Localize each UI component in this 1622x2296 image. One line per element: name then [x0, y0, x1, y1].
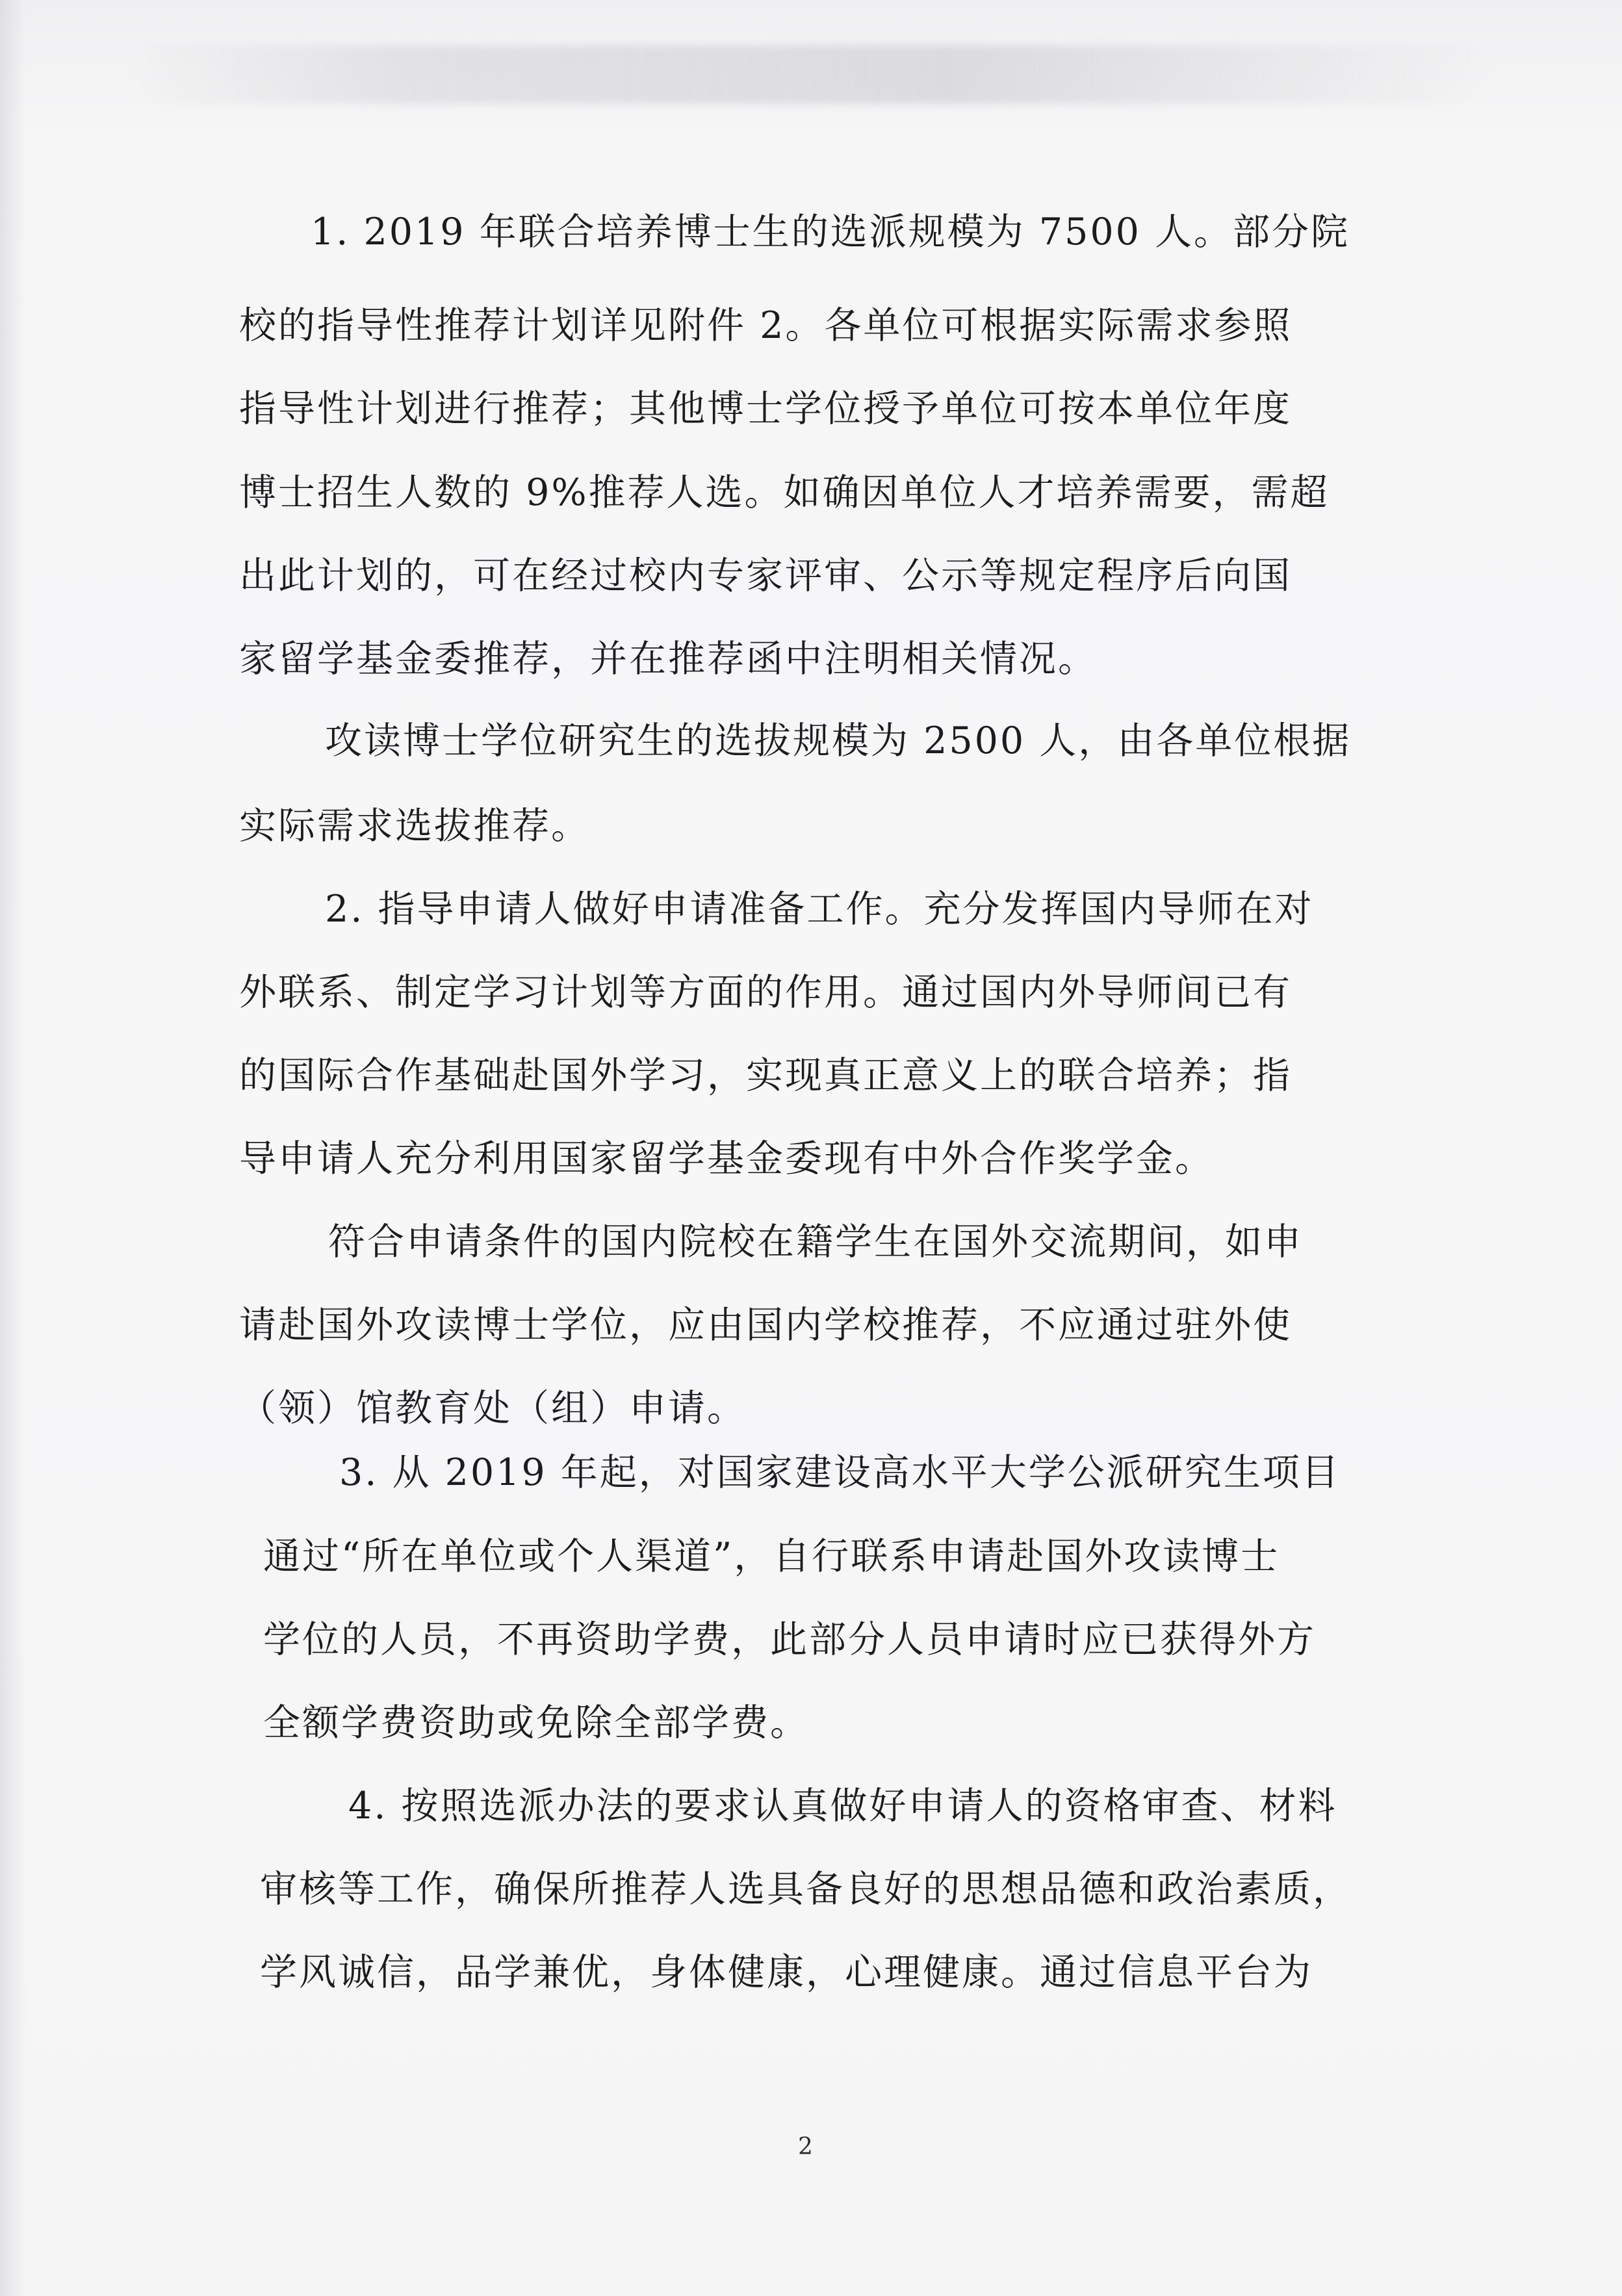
text-line: 符合申请条件的国内院校在籍学生在国外交流期间，如申 [328, 1220, 1303, 1263]
text-line: 请赴国外攻读博士学位，应由国内学校推荐，不应通过驻外使 [239, 1304, 1292, 1347]
text-line: 3. 从 2019 年起，对国家建设高水平大学公派研究生项目 [339, 1451, 1341, 1494]
text-line: 实际需求选拔推荐。 [239, 805, 590, 847]
text-line: 攻读博士学位研究生的选拔规模为 2500 人，由各单位根据 [325, 719, 1352, 762]
text-line: 2. 指导申请人做好申请准备工作。充分发挥国内导师在对 [325, 888, 1314, 931]
text-line: 外联系、制定学习计划等方面的作用。通过国内外导师间已有 [239, 971, 1292, 1014]
text-line: 审核等工作，确保所推荐人选具备良好的思想品德和政治素质， [260, 1868, 1352, 1911]
text-line: 校的指导性推荐计划详见附件 2。各单位可根据实际需求参照 [239, 304, 1293, 347]
text-line: （领）馆教育处（组）申请。 [239, 1387, 746, 1430]
text-line: 的国际合作基础赴国外学习，实现真正意义上的联合培养；指 [239, 1054, 1292, 1097]
text-line: 1. 2019 年联合培养博士生的选派规模为 7500 人。部分院 [311, 211, 1350, 253]
text-line: 学位的人员，不再资助学费，此部分人员申请时应已获得外方 [263, 1618, 1316, 1661]
text-line: 博士招生人数的 9%推荐人选。如确因单位人才培养需要，需超 [239, 471, 1330, 514]
text-line: 通过“所在单位或个人渠道”，自行联系申请赴国外攻读博士 [263, 1535, 1280, 1578]
text-line: 学风诚信，品学兼优，身体健康，心理健康。通过信息平台为 [260, 1951, 1313, 1994]
text-line: 导申请人充分利用国家留学基金委现有中外合作奖学金。 [239, 1137, 1214, 1180]
text-line: 家留学基金委推荐，并在推荐函中注明相关情况。 [239, 638, 1097, 680]
text-line: 全额学费资助或免除全部学费。 [263, 1701, 809, 1744]
scan-shadow-left [0, 0, 26, 2296]
page-number: 2 [798, 2134, 813, 2160]
text-line: 4. 按照选派办法的要求认真做好申请人的资格审查、材料 [348, 1785, 1337, 1827]
text-line: 出此计划的，可在经过校内专家评审、公示等规定程序后向国 [239, 554, 1292, 597]
scan-shadow-top [130, 45, 1495, 104]
text-line: 指导性计划进行推荐；其他博士学位授予单位可按本单位年度 [239, 387, 1292, 430]
